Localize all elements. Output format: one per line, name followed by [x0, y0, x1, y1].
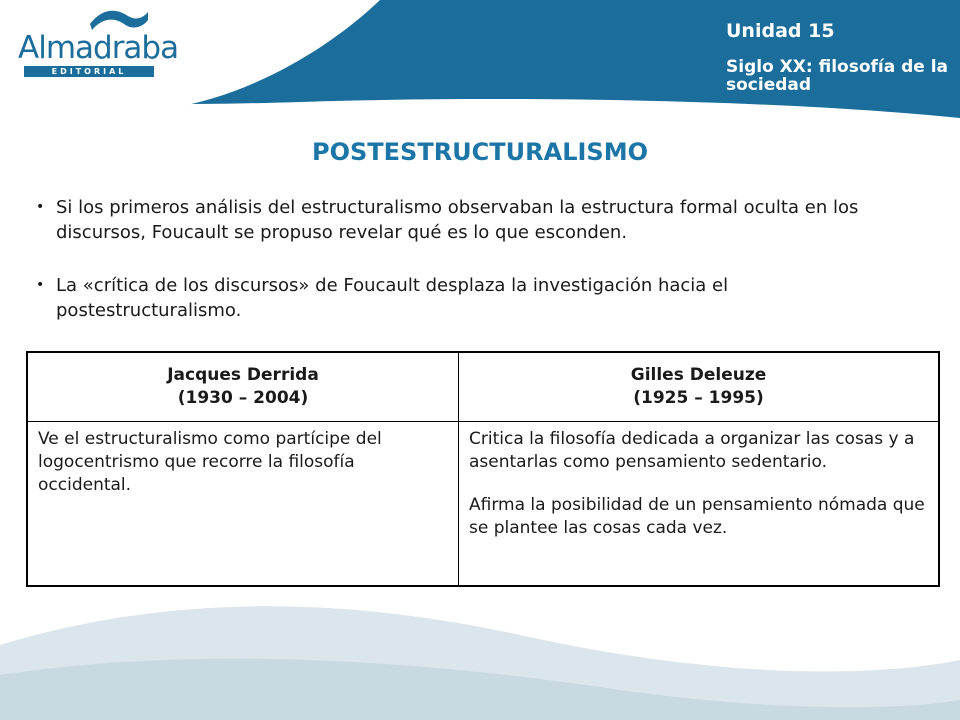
bullet-text: La «crítica de los discursos» de Foucault desplaza la investigación hacia el postestructuralismo.	[56, 275, 729, 321]
footer-wave	[0, 550, 960, 720]
almadraba-logo	[18, 6, 179, 76]
philosopher-years: (1925 – 1995)	[633, 388, 764, 408]
header-derrida	[27, 352, 459, 422]
bullet-list	[36, 195, 916, 351]
cell-paragraph: Ve el estructuralismo como partícipe del logocentrismo que recorre la filosofía occidental.	[38, 429, 382, 495]
bullet-item	[36, 273, 916, 323]
table-header-row	[27, 352, 939, 422]
philosopher-name: Gilles Deleuze	[630, 365, 767, 385]
cell-paragraph: Critica la filosofía dedicada a organizar las cosas y a asentarlas como pensamiento sedentario.	[469, 429, 915, 472]
philosopher-name: Jacques Derrida	[167, 365, 319, 385]
bullet-dot-icon: •	[36, 199, 45, 215]
logo-editorial-bar: EDITORIAL	[24, 66, 154, 77]
cell-paragraph: Afirma la posibilidad de un pensamiento nómada que se plantee las cosas cada vez.	[469, 495, 925, 538]
bullet-dot-icon: •	[36, 277, 45, 293]
bullet-item	[36, 195, 916, 245]
unit-subtitle: Siglo XX: filosofía de la sociedad	[726, 57, 949, 95]
unit-title: Unidad 15	[726, 20, 835, 42]
philosopher-years: (1930 – 2004)	[177, 388, 309, 408]
bullet-text: Si los primeros análisis del estructuralismo observaban la estructura formal oculta en los discursos, Foucault se propuso revelar qué es lo que esconden.	[56, 197, 859, 243]
header-deleuze	[459, 352, 940, 422]
page-title: POSTESTRUCTURALISMO	[312, 138, 648, 166]
logo-wordmark: Almadraba	[18, 30, 179, 66]
